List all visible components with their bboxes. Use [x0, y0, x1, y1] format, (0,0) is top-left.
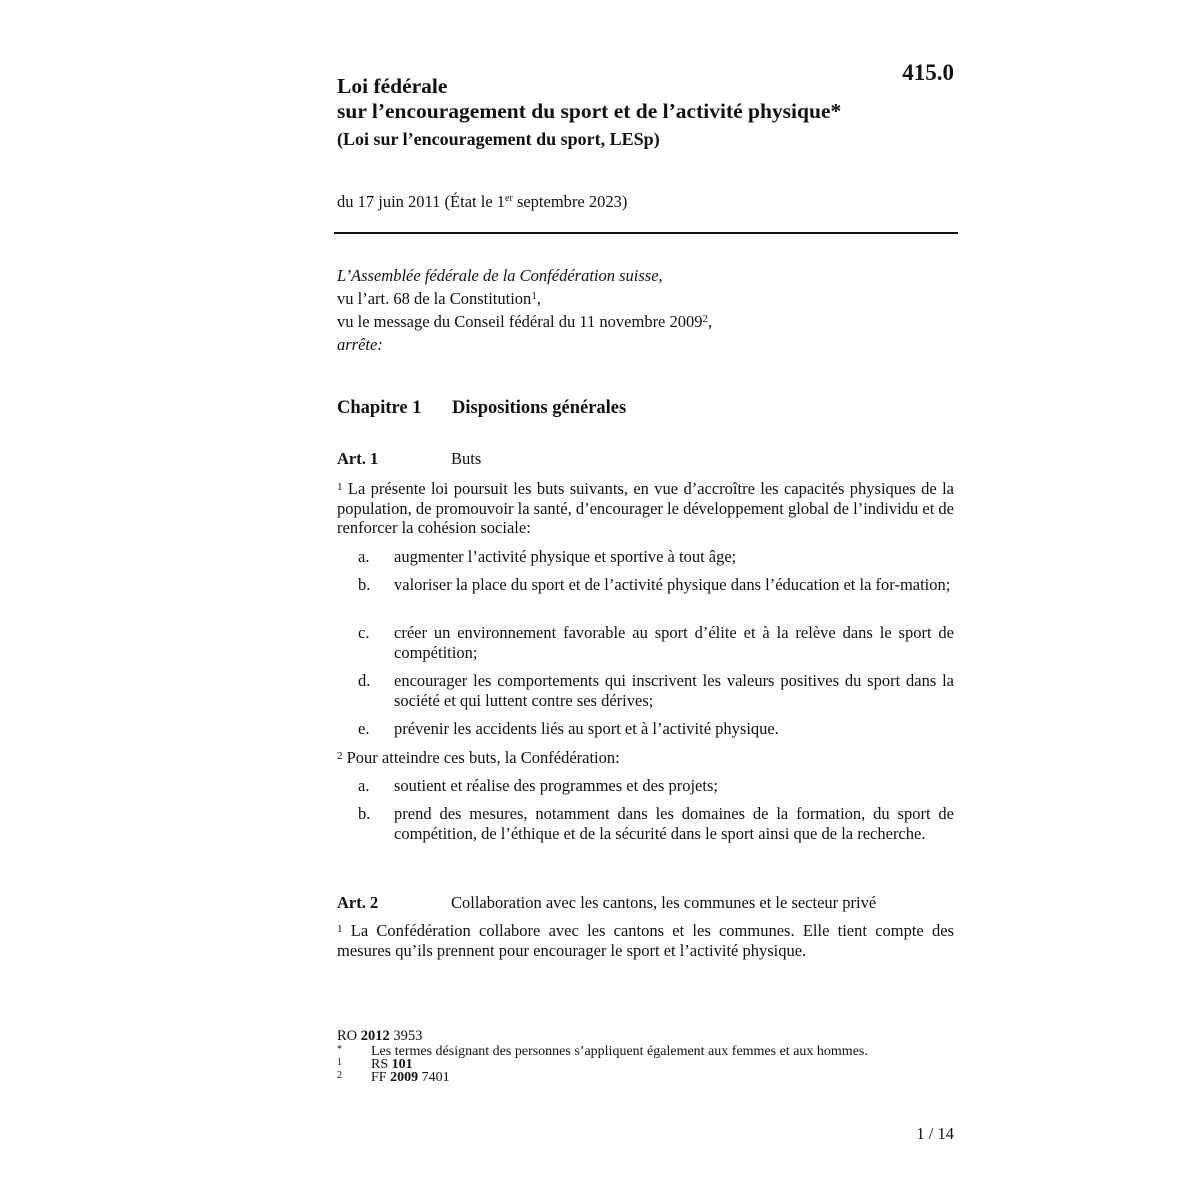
paragraph-number: 1: [337, 481, 343, 493]
footnotes: [337, 1027, 954, 1084]
list-item: [337, 575, 954, 595]
footnote-mark: 2: [337, 1070, 342, 1081]
preamble-decree: arrête:: [337, 335, 383, 354]
chapter-title: Dispositions générales: [452, 398, 627, 418]
title-line-3: (Loi sur l’encouragement du sport, LESp): [337, 129, 660, 149]
preamble-authority: L’Assemblée fédérale de la Confédération suisse,: [337, 266, 663, 285]
list-text: augmenter l’activité physique et sportive à tout âge;: [394, 547, 737, 566]
footnote-star: [337, 1045, 954, 1058]
article-title: Collaboration avec les cantons, les communes et le secteur privé: [451, 893, 877, 912]
list-item: [337, 804, 954, 843]
list-item: [337, 719, 954, 739]
list-letter: c.: [358, 623, 370, 642]
sr-number: 415.0: [902, 60, 954, 85]
title-line-1: Loi fédérale: [337, 74, 448, 98]
article-paragraph: [337, 921, 954, 960]
list-text: prend des mesures, notamment dans les domaines de la formation, du sport de compétition, de l’éthique et de la sécurité dans le sport ainsi que de la recherche.: [394, 804, 954, 843]
chapter-heading: [337, 398, 626, 419]
footnote-ref-1[interactable]: 1: [531, 290, 537, 302]
date-suffix: septembre 2023): [512, 192, 628, 211]
preamble-message: vu le message du Conseil fédéral du 11 novembre 2009$^2$,: [337, 312, 713, 331]
list-letter: d.: [358, 671, 371, 690]
article-heading: [337, 893, 876, 913]
list-text: créer un environnement favorable au sport d’élite et à la relève dans le sport de compétition;: [394, 623, 954, 662]
paragraph-number: 1: [337, 923, 343, 935]
article-paragraph: [337, 748, 954, 768]
article-number: Art. 1: [337, 449, 379, 468]
paragraph-text: La présente loi poursuit les buts suivants, en vue d’accroître les capacités physiques de la population, de promouvoir la santé, d’encourager le développement global de l’individu et de renforcer la cohésion sociale:: [337, 479, 954, 537]
list-text: valoriser la place du sport et de l’activité physique dans l’éducation et la for-mation;: [394, 575, 951, 594]
date-prefix: du 17 juin 2011 (État le 1: [337, 192, 506, 211]
paragraph-text: Pour atteindre ces buts, la Confédération:: [342, 748, 620, 767]
list-item: [337, 776, 954, 796]
list-text: soutient et réalise des programmes et des projets;: [394, 776, 718, 795]
list-item: [337, 623, 954, 662]
list-letter: a.: [358, 547, 370, 566]
official-compilation-ref: RO 2012 3953: [337, 1028, 423, 1044]
footnote-ref-2[interactable]: 2: [702, 313, 709, 325]
list-text: encourager les comportements qui inscrivent les valeurs positives du sport dans la société et qui luttent contre ses dérives;: [394, 671, 954, 710]
footnote-text: FF 2009 7401: [371, 1070, 450, 1085]
footnote-mark: 1: [337, 1057, 342, 1068]
list-letter: b.: [358, 804, 371, 823]
date-line: [337, 192, 627, 212]
article-paragraph: [337, 479, 954, 538]
preamble: [337, 264, 954, 356]
article-heading: [337, 449, 481, 469]
date-superscript: er: [505, 193, 513, 204]
chapter-number: Chapitre 1: [337, 398, 422, 418]
law-title: [337, 74, 954, 154]
list-letter: a.: [358, 776, 370, 795]
list-text: prévenir les accidents liés au sport et à l’activité physique.: [394, 719, 779, 738]
footnote-2: [337, 1071, 954, 1084]
preamble-constitution: vu l’art. 68 de la Constitution$^1$,: [337, 289, 541, 308]
list-letter: b.: [358, 575, 371, 594]
paragraph-number: 2: [337, 750, 343, 762]
list-letter: e.: [358, 719, 370, 738]
paragraph-text: La Confédération collabore avec les cantons et les communes. Elle tient compte des mesures qu’ils prennent pour encourager le sport et l’activité physique.: [337, 921, 954, 960]
title-line-2: sur l’encouragement du sport et de l’activité physique*: [337, 99, 842, 123]
article-number: Art. 2: [337, 893, 379, 912]
footnote-mark: *: [337, 1044, 342, 1055]
title-divider: [334, 232, 958, 234]
footnote-text: Les termes désignant des personnes s’appliquent également aux femmes et aux hommes.: [371, 1044, 868, 1059]
list-item: [337, 547, 954, 567]
footnote-text: RS 101: [371, 1057, 413, 1072]
page-number: 1 / 14: [916, 1124, 954, 1143]
article-title: Buts: [451, 449, 482, 468]
list-item: [337, 671, 954, 710]
